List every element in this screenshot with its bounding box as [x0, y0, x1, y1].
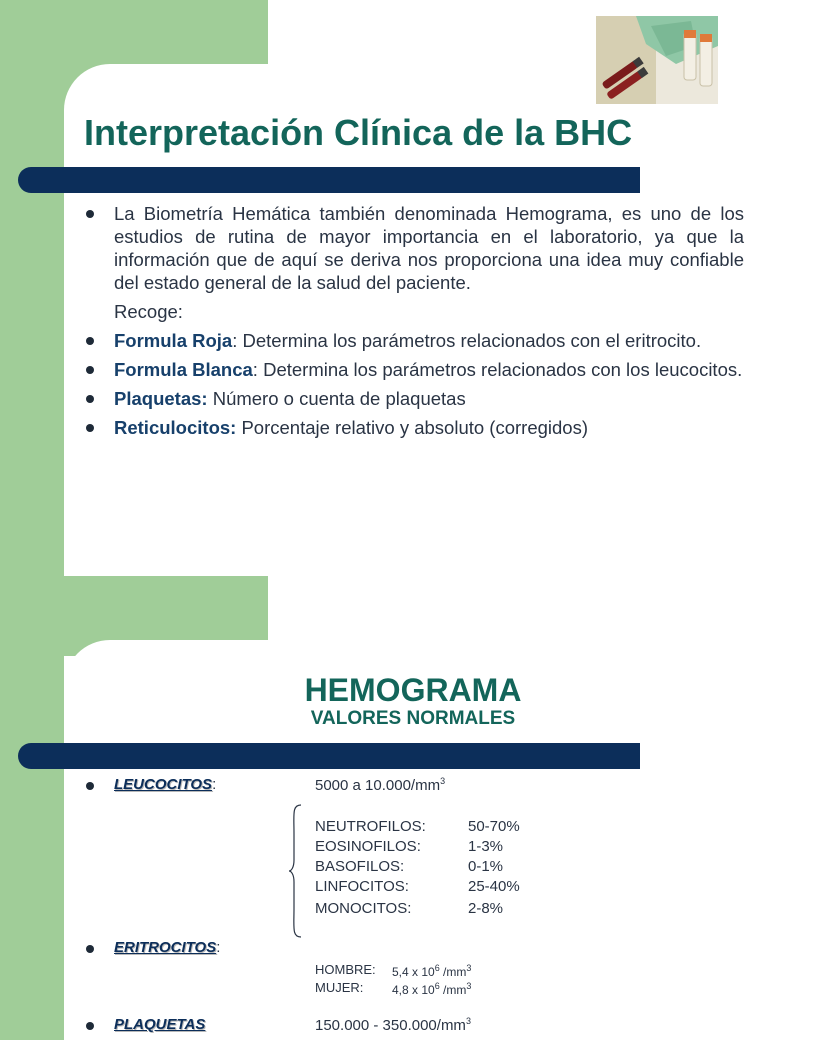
diff-value-neutrofilos: 50-70% [468, 818, 520, 835]
diff-value-monocitos: 2-8% [468, 900, 504, 917]
hombre-label: HOMBRE: [315, 962, 376, 977]
bullet-dot [86, 1022, 94, 1030]
eritrocitos-label-row [114, 939, 220, 956]
slide-2 [0, 576, 768, 1034]
exp: 6 [434, 963, 440, 973]
lab-photo-icon [596, 16, 718, 104]
recoge-label: Recoge: [114, 301, 183, 322]
desc-reticulocitos: Porcentaje relativo y absoluto (corregidos) [236, 417, 588, 438]
term-plaquetas: Plaquetas: [114, 388, 208, 409]
term-reticulocitos: Reticulocitos: [114, 417, 237, 438]
desc-formula-roja: Determina los parámetros relacionados con el eritrocito. [237, 330, 702, 351]
diff-value-eosinofilos: 1-3% [468, 838, 504, 855]
sep: : [232, 330, 238, 351]
unit: /mm [439, 965, 467, 979]
bullet-dot [86, 782, 94, 790]
title-divider-bar [18, 167, 640, 193]
term-formula-blanca: Formula Blanca [114, 359, 253, 380]
leucocitos-label-row [114, 776, 216, 793]
mujer-value [392, 981, 471, 997]
eritrocitos-label: ERITROCITOS [114, 939, 217, 956]
mujer-value-text: 4,8 x 10 [392, 983, 435, 997]
unit: /mm [439, 983, 467, 997]
plaquetas-value-text: 150.000 - 350.000/mm [315, 1017, 466, 1034]
diff-value-basofilos: 0-1% [468, 858, 504, 875]
colon: : [212, 776, 217, 793]
brace-icon [288, 804, 302, 938]
unit-sup: 3 [466, 981, 472, 991]
leucocitos-label: LEUCOCITOS [114, 776, 213, 793]
hombre-value-text: 5,4 x 10 [392, 965, 435, 979]
unit-sup: 3 [466, 963, 472, 973]
leucocitos-value-text: 5000 a 10.000/mm [315, 777, 441, 794]
diff-name-neutrofilos: NEUTROFILOS: [315, 818, 426, 835]
diff-name-eosinofilos: EOSINOFILOS: [315, 838, 421, 855]
term-formula-roja: Formula Roja [114, 330, 233, 351]
unit-sup: 3 [440, 776, 446, 786]
diff-name-linfocitos: LINFOCITOS: [315, 878, 409, 895]
intro-paragraph: La Biometría Hemática también denominada Hemograma, es uno de los estudios de rutina de mayor importancia en el laboratorio, ya que la información que de aquí se deriva nos proporciona una idea muy confiable del estado general de la salud del paciente. [84, 202, 744, 294]
plaquetas-value [315, 1016, 471, 1034]
list-item-reticulocitos [84, 416, 744, 439]
green-left-margin [0, 64, 64, 576]
exp: 6 [434, 981, 440, 991]
list-item-formula-blanca [84, 358, 744, 381]
slide-title: Interpretación Clínica de la BHC [84, 112, 633, 153]
desc-formula-blanca: Determina los parámetros relacionados con los leucocitos. [257, 359, 743, 380]
leucocitos-value [315, 776, 445, 794]
bullet-list [84, 202, 744, 445]
desc-plaquetas: Número o cuenta de plaquetas [207, 388, 466, 409]
diff-name-basofilos: BASOFILOS: [315, 858, 405, 875]
diff-name-monocitos: MONOCITOS: [315, 900, 412, 917]
plaquetas-label-row [114, 1016, 205, 1033]
normal-values [0, 576, 768, 1034]
list-item-formula-roja [84, 329, 744, 352]
heading-subtitle: VALORES NORMALES [310, 708, 516, 729]
unit-sup: 3 [465, 1016, 471, 1026]
list-item-plaquetas [84, 387, 744, 410]
sep: : [252, 359, 258, 380]
heading-title: HEMOGRAMA [304, 672, 522, 708]
diff-value-linfocitos: 25-40% [468, 878, 520, 895]
mujer-label: MUJER: [315, 980, 364, 995]
plaquetas-label: PLAQUETAS [114, 1016, 206, 1033]
hombre-value [392, 963, 471, 979]
bullet-dot [86, 945, 94, 953]
colon: : [216, 939, 221, 956]
